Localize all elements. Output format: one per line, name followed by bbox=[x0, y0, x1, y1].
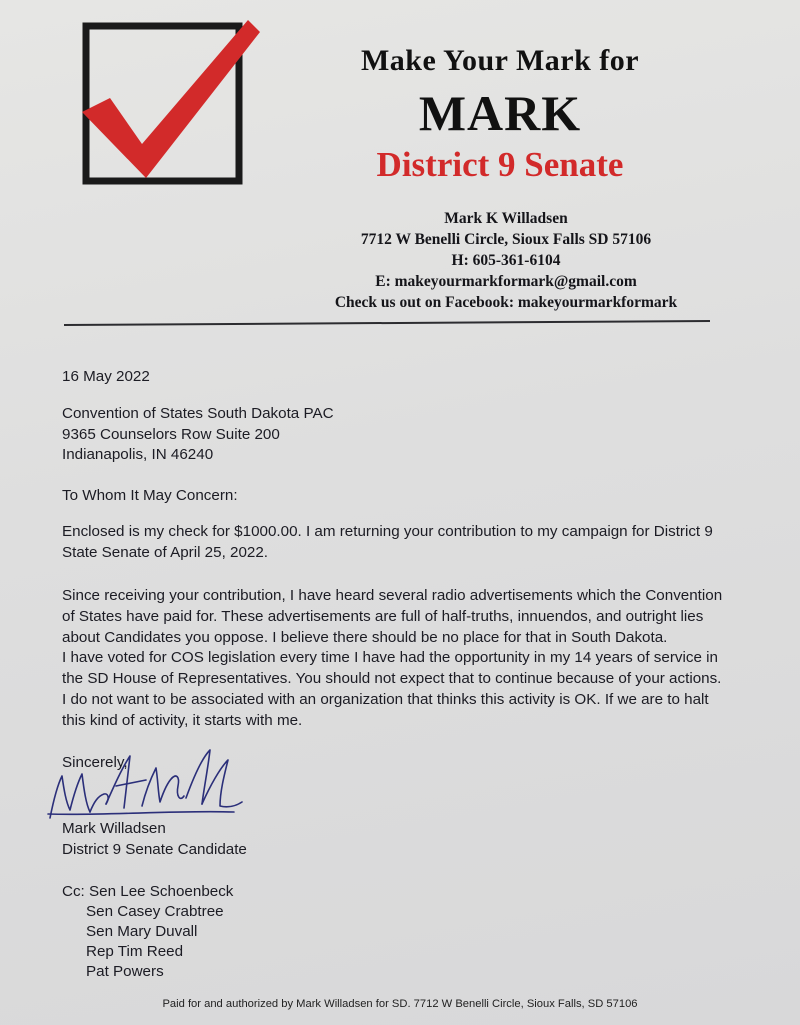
address-line: Convention of States South Dakota PAC bbox=[62, 405, 334, 422]
contact-email: E: makeyourmarkformark@gmail.com bbox=[375, 273, 637, 290]
closing: Sincerely, bbox=[62, 754, 128, 771]
paragraph-1 bbox=[62, 522, 738, 563]
checkmark-in-box-icon bbox=[80, 18, 260, 188]
contact-block bbox=[300, 208, 712, 313]
contact-name: Mark K Willadsen bbox=[444, 210, 568, 227]
address-line: Indianapolis, IN 46240 bbox=[62, 446, 214, 463]
contact-phone: H: 605-361-6104 bbox=[451, 252, 561, 269]
cc-entry: Sen Casey Crabtree bbox=[86, 903, 224, 920]
signer-title: District 9 Senate Candidate bbox=[62, 841, 247, 858]
handwritten-signature bbox=[44, 746, 244, 826]
cc-entry: Pat Powers bbox=[86, 963, 164, 980]
recipient-address bbox=[62, 404, 738, 466]
paragraph-line: of States have paid for. These advertisements are full of half-truths, innuendos, and outright lies bbox=[62, 607, 704, 625]
cc-entry: Cc: Sen Lee Schoenbeck bbox=[62, 883, 234, 900]
header-divider bbox=[64, 320, 710, 326]
paragraph-line: I do not want to be associated with an organization that thinks this activity is OK. If we are to halt bbox=[62, 690, 709, 708]
paragraph-line: Since receiving your contribution, I have heard several radio advertisements which the Convention bbox=[62, 587, 723, 604]
paragraph-line: State Senate of April 25, 2022. bbox=[62, 543, 269, 561]
paragraph-line: this kind of activity, it starts with me. bbox=[62, 711, 303, 729]
paid-for-disclaimer: Paid for and authorized by Mark Willadsen for SD. 7712 W Benelli Circle, Sioux Falls, SD 57106 bbox=[162, 998, 638, 1010]
letter-date: 16 May 2022 bbox=[62, 368, 150, 385]
paragraph-line: about Candidates you oppose. I believe there should be no place for that in South Dakota. bbox=[62, 628, 668, 646]
greeting: To Whom It May Concern: bbox=[62, 487, 238, 504]
campaign-tagline: Make Your Mark for bbox=[360, 44, 640, 77]
signer-block bbox=[62, 818, 738, 860]
district-heading: District 9 Senate bbox=[376, 145, 624, 184]
candidate-name-heading: MARK bbox=[418, 85, 582, 141]
contact-facebook: Check us out on Facebook: makeyourmarkformark bbox=[334, 294, 678, 311]
paragraph-line: I have voted for COS legislation every time I have had the opportunity in my 14 years of service in bbox=[62, 649, 718, 667]
paragraph-2 bbox=[62, 586, 738, 732]
paragraph-line: the SD House of Representatives. You should not expect that to continue because of your actions. bbox=[62, 670, 722, 688]
contact-address: 7712 W Benelli Circle, Sioux Falls SD 57106 bbox=[360, 231, 652, 248]
cc-entry: Rep Tim Reed bbox=[86, 943, 184, 960]
paragraph-line: Enclosed is my check for $1000.00. I am returning your contribution to my campaign for District 9 bbox=[62, 523, 713, 540]
cc-list bbox=[62, 882, 738, 982]
cc-entry: Sen Mary Duvall bbox=[86, 923, 198, 940]
address-line: 9365 Counselors Row Suite 200 bbox=[62, 425, 280, 443]
signer-name: Mark Willadsen bbox=[62, 820, 166, 837]
